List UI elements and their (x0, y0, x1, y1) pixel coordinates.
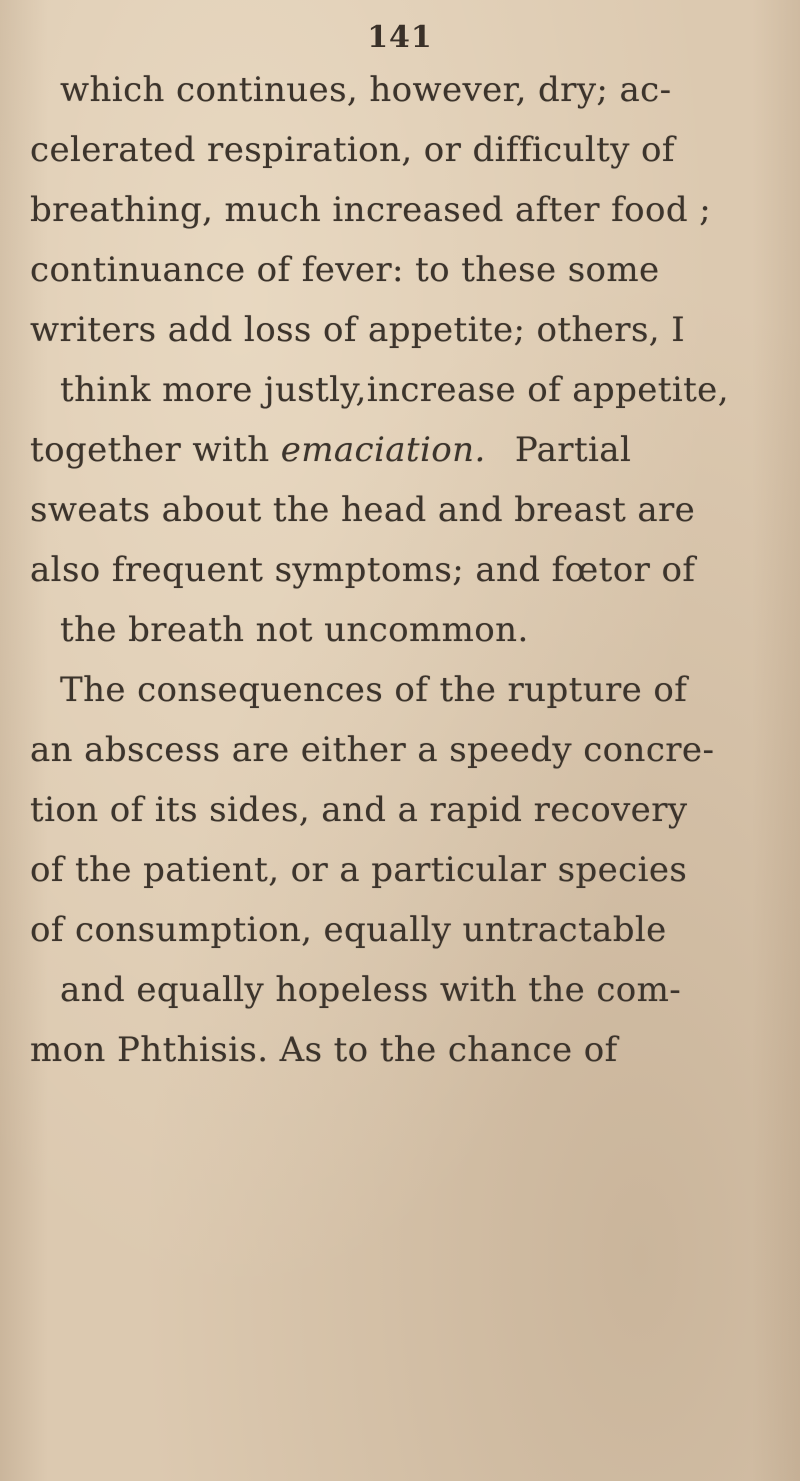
text-line: which continues, however, dry; ac- (60, 70, 672, 110)
text-line: sweats about the head and breast are (30, 490, 696, 530)
text-span: Partial (514, 430, 632, 470)
text-line: and equally hopeless with the com- (60, 970, 682, 1010)
text-line: tion of its sides, and a rapid recovery (30, 790, 688, 830)
text-line: mon Phthisis. As to the chance of (30, 1030, 618, 1070)
page-number: 141 (367, 20, 433, 55)
text-span: together with (30, 430, 270, 470)
text-line: continuance of fever: to these some (30, 250, 660, 290)
text-line: writers add loss of appetite; others, I (30, 310, 686, 350)
text-line: also frequent symptoms; and fœtor of (30, 550, 696, 590)
paragraph-start-line: The consequences of the rupture of (60, 670, 688, 710)
text-line (30, 420, 631, 480)
emphasized-word: emaciation. (280, 430, 486, 470)
text-line: of the patient, or a particular species (30, 850, 688, 890)
text-line: breathing, much increased after food ; (30, 190, 712, 230)
text-line: think more justly,increase of appetite, (60, 370, 729, 410)
text-line: an abscess are either a speedy concre- (30, 730, 715, 770)
text-line: of consumption, equally untractable (30, 910, 667, 950)
text-line: celerated respiration, or difficulty of (30, 130, 675, 170)
text-line: the breath not uncommon. (60, 610, 529, 650)
